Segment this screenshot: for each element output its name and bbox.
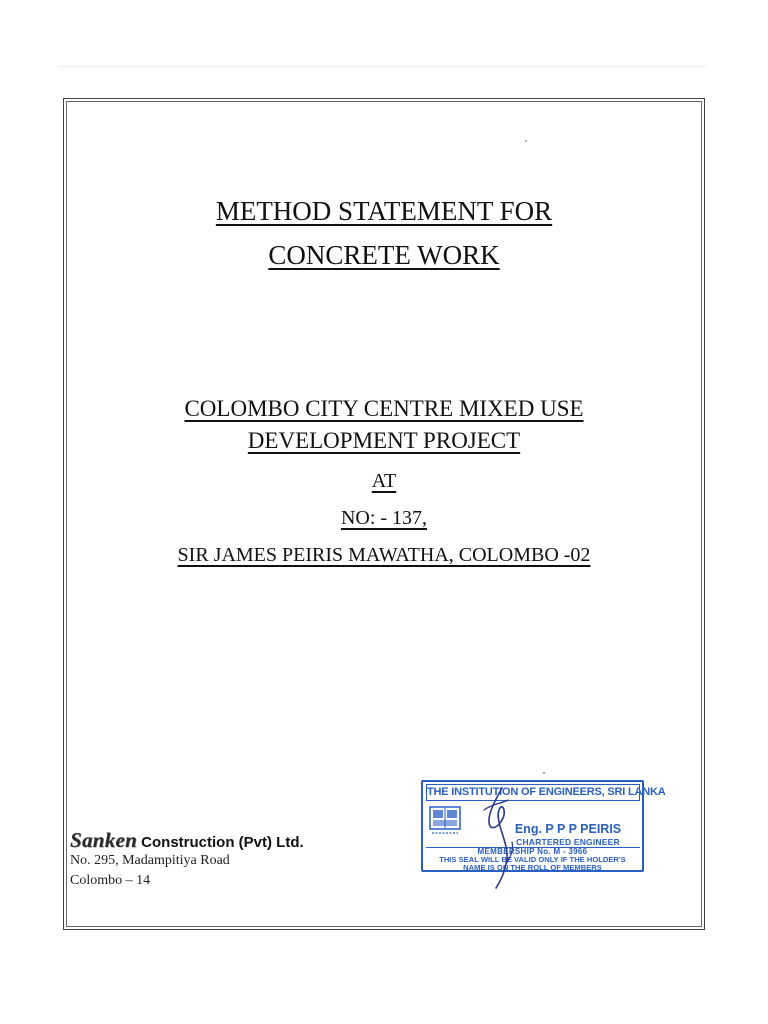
project-title-line-2 (0, 428, 768, 454)
scan-speck (525, 140, 527, 142)
address-street (0, 544, 768, 567)
engineer-stamp (421, 780, 666, 872)
address-number (0, 507, 768, 530)
stamp-credential: CHARTERED ENGINEER (516, 837, 620, 847)
document-title-line-2 (0, 240, 768, 271)
stamp-note-line-2: NAME IS ON THE ROLL OF MEMBERS (463, 862, 602, 872)
company-brand-logo: Sanken (70, 828, 138, 852)
stamp-note-line-1: THIS SEAL WILL BE VALID ONLY IF THE HOLDER'S (439, 855, 626, 864)
scan-speck (543, 772, 545, 774)
at-label-text: AT (371, 470, 397, 492)
address-street-text: SIR JAMES PEIRIS MAWATHA, COLOMBO -02 (177, 544, 591, 566)
project-title-line-1 (0, 396, 768, 422)
company-name-text: Construction (Pvt) Ltd. (141, 834, 304, 851)
page-top-rule (58, 66, 706, 67)
stamp-membership: MEMBERSHIP No. M - 3966 (477, 847, 588, 856)
institution-crest-icon (429, 806, 461, 836)
stamp-engineer-name: Eng. P P P PEIRIS (514, 822, 622, 836)
stamp-institution: THE INSTITUTION OF ENGINEERS, SRI LANKA (426, 784, 640, 801)
project-title-text-1: COLOMBO CITY CENTRE MIXED USE (184, 396, 584, 421)
at-label (0, 470, 768, 493)
document-title-text-1: METHOD STATEMENT FOR (215, 196, 553, 226)
address-number-text: NO: - 137, (340, 507, 428, 529)
company-address-line-1: No. 295, Madampitiya Road (70, 853, 230, 868)
company-address-line-2: Colombo – 14 (70, 873, 151, 888)
project-title-text-2: DEVELOPMENT PROJECT (247, 428, 521, 453)
company-name (70, 828, 304, 853)
document-title-text-2: CONCRETE WORK (268, 240, 500, 270)
document-title-line-1 (0, 196, 768, 227)
